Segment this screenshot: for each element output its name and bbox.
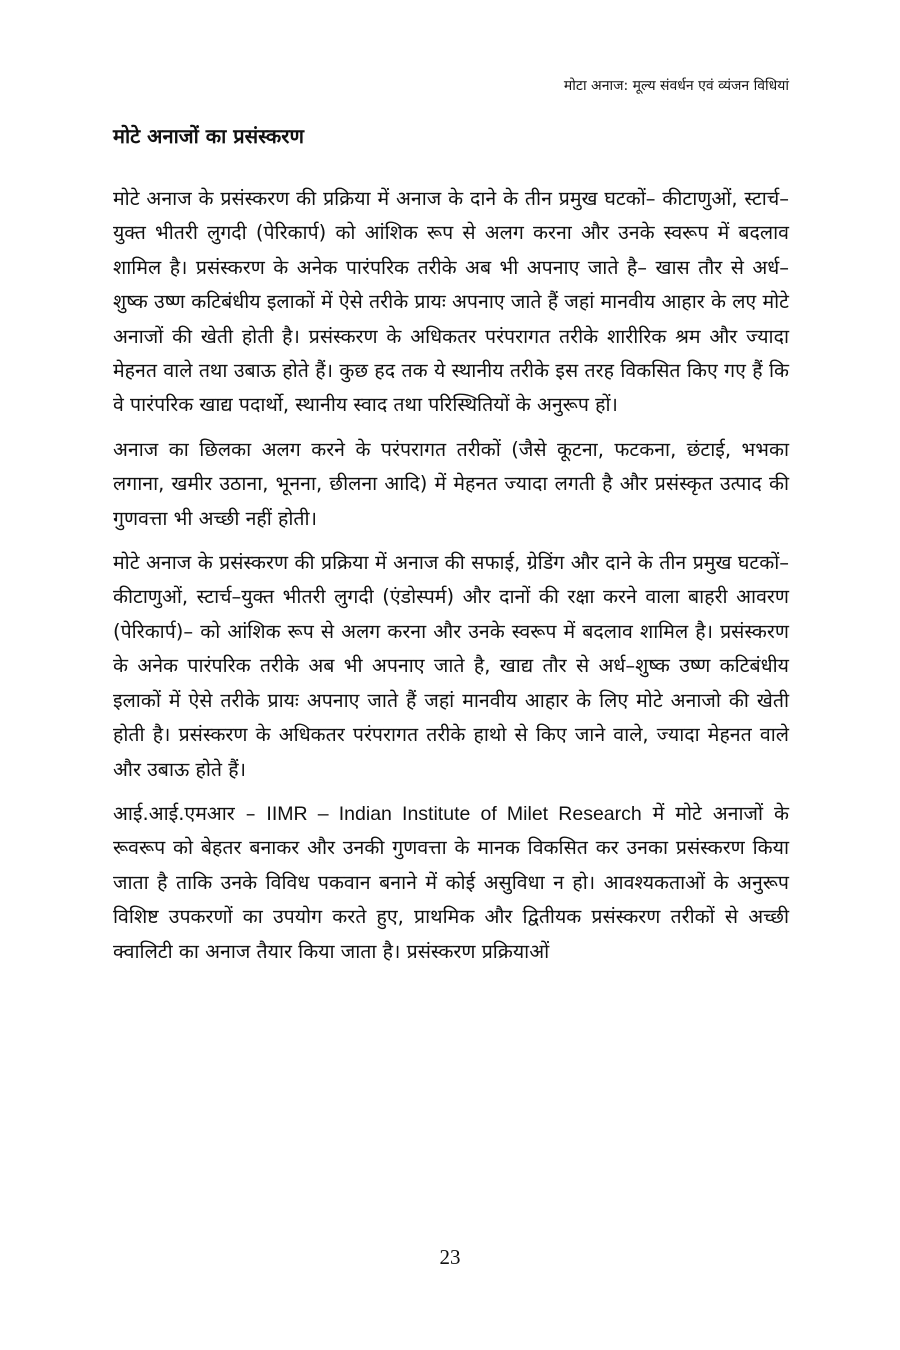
section-title: मोटे अनाजों का प्रसंस्करण bbox=[113, 124, 304, 148]
paragraph-4-lead: आई.आई.एमआर – bbox=[113, 801, 267, 825]
institute-name: IIMR – Indian Institute of Milet Research bbox=[266, 802, 642, 825]
paragraph-2: अनाज का छिलका अलग करने के परंपरागत तरीकों (जैसे कूटना, फटकना, छंटाई, भभका लगाना, खमीर उठाना, भूनना, छीलना आदि) में मेहनत ज्यादा लगती है और प्रसंस्कृत उत्पाद की गुणवत्ता भी अच्छी नहीं होती। bbox=[113, 437, 789, 530]
paragraph-4 bbox=[113, 797, 789, 969]
running-header: मोटा अनाज: मूल्य संवर्धन एवं व्यंजन विधियां bbox=[563, 78, 789, 94]
paragraph-3: मोटे अनाज के प्रसंस्करण की प्रक्रिया में अनाज की सफाई, ग्रेडिंग और दाने के तीन प्रमुख घटकों– कीटाणुओं, स्टार्च–युक्त भीतरी लुगदी (एंडोस्पर्म) और दानों की रक्षा करने वाला बाहरी आवरण (पेरिकार्प)– को आंशिक रूप से अलग करना और उनके स्वरूप में बदलाव शामिल है। प्रसंस्करण के अनेक पारंपरिक तरीके अब भी अपनाए जाते है, खाद्य तौर से अर्ध–शुष्क उष्ण कटिबंधीय इलाकों में ऐसे तरीके प्रायः अपनाए जाते हैं जहां मानवीय आहार के लिए मोटे अनाजो की खेती होती है। प्रसंस्करण के अधिकतर परंपरागत तरीके हाथो से किए जाने वाले, ज्यादा मेहनत वाले और उबाऊ होते हैं। bbox=[113, 551, 789, 781]
paragraph-4-text: में मोटे अनाजों के रूवरूप को बेहतर बनाकर और उनकी गुणवत्ता के मानक विकसित कर उनका प्रसंस्करण किया जाता है ताकि उनके विविध पकवान बनाने में कोई असुविधा न हो। आवश्यकताओं के अनुरूप विशिष्ट उपकरणों का उपयोग करते हुए, प्राथमिक और द्वितीयक प्रसंस्करण तरीकों से अच्छी क्वालिटी का अनाज तैयार किया जाता है। प्रसंस्करण प्रक्रियाओं bbox=[113, 801, 789, 963]
body-text bbox=[113, 182, 789, 979]
paragraph-1: मोटे अनाज के प्रसंस्करण की प्रक्रिया में अनाज के दाने के तीन प्रमुख घटकों– कीटाणुओं, स्टार्च–युक्त भीतरी लुगदी (पेरिकार्प) को आंशिक रूप से अलग करना और उनके स्वरूप में बदलाव शामिल है। प्रसंस्करण के अनेक पारंपरिक तरीके अब भी अपनाए जाते है– खास तौर से अर्ध–शुष्क उष्ण कटिबंधीय इलाकों में ऐसे तरीके प्रायः अपनाए जाते हैं जहां मानवीय आहार के लए मोटे अनाजों की खेती होती है। प्रसंस्करण के अधिकतर परंपरागत तरीके शारीरिक श्रम और ज्यादा मेहनत वाले तथा उबाऊ होते हैं। कुछ हद तक ये स्थानीय तरीके इस तरह विकसित किए गए हैं कि वे पारंपरिक खाद्य पदार्थो, स्थानीय स्वाद तथा परिस्थितियों के अनुरूप हों। bbox=[113, 187, 789, 417]
page-number: 23 bbox=[439, 1245, 461, 1269]
